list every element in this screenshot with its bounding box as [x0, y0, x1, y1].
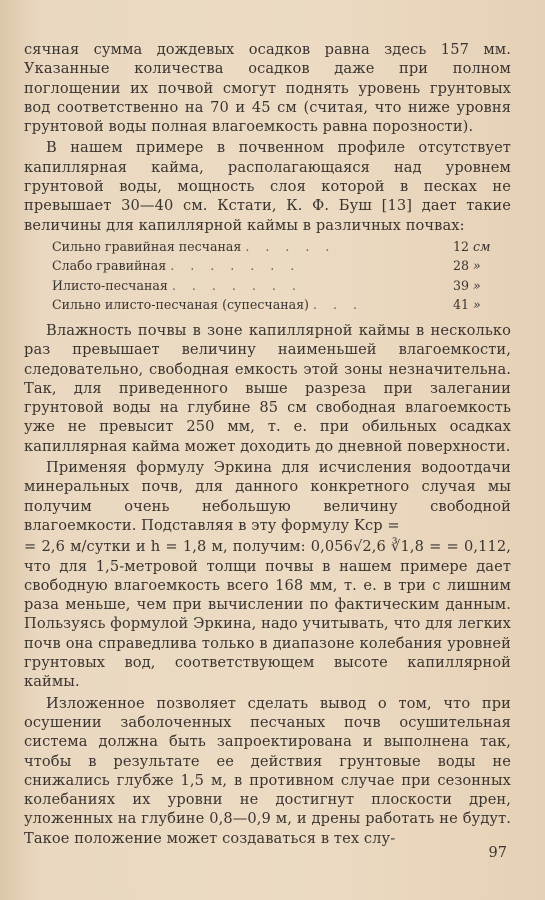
- page-number: 97: [488, 845, 507, 861]
- paragraph-erkin-formula: Применяя формулу Эркина для исчисления водоотдачи минеральных почв, для данного конкретного случая мы получим очень небольшую величину свободной влагоемкости. Подставляя в эту формулу Kср =: [24, 459, 511, 534]
- unit: »: [473, 277, 481, 293]
- soil-type: Сильно илисто-песчаная (супесчаная): [52, 297, 309, 313]
- capillary-fringe-table: [24, 237, 511, 315]
- table-row: [52, 256, 497, 276]
- paragraph-conclusion: Изложенное позволяет сделать вывод о том, что при осушении заболоченных песчаных почв осушительная система должна быть запроектирована и выполнена так, чтобы в результате ее действия грунтовые воды не снижались глубже 1,5 м, в противном случае при сезонных колебаниях их уровни не достигнут плоскости дрен, уложенных на глубине 0,8—0,9 м, и дрены работать не будут. Такое положение может создаваться в тех слу-: [24, 694, 511, 847]
- fringe-height: 28: [452, 258, 469, 274]
- table-row: [52, 276, 497, 296]
- leader-dots: . . . . .: [245, 238, 336, 254]
- leader-dots: . . . . . . .: [170, 258, 301, 274]
- unit: »: [473, 258, 481, 274]
- leader-dots: . . . . . . .: [171, 277, 302, 293]
- fringe-height: 39: [452, 277, 469, 293]
- table-row: [52, 237, 497, 257]
- soil-type: Илисто-песчаная: [52, 277, 168, 293]
- unit: см: [473, 238, 491, 254]
- unit: »: [473, 297, 481, 313]
- soil-type: Слабо гравийная: [52, 258, 167, 274]
- paragraph-precipitation: сячная сумма дождевых осадков равна здесь 157 мм. Указанные количества осадков даже при полном поглощении их почвой смогут поднять уровень грунтовых вод соответственно на 70 и 45 см (считая, что ниже уровня грунтовой воды полная влагоемкость равна порозности).: [24, 41, 511, 136]
- table-row: [52, 295, 497, 315]
- paragraph-soil-moisture: Влажность почвы в зоне капиллярной каймы в несколько раз превышает величину наименьшей влагоемкости, следовательно, свободная емкость этой зоны незначительна. Так, для приведенного выше разреза при залегании грунтовой воды на глубине 85 см свободная влагоемкость уже не превысит 250 мм, т. е. при обильных осадках капиллярная кайма может доходить до дневной поверхности.: [24, 321, 511, 455]
- paragraph-capillary-fringe: В нашем примере в почвенном профиле отсутствует капиллярная кайма, располагающаяся над уровнем грунтовой воды, мощность слоя которой в песках не превышает 30—40 см. Кстати, К. Ф. Буш [13] дает такие величины для капиллярной каймы в различных почвах:: [24, 139, 511, 234]
- soil-type: Сильно гравийная песчаная: [52, 238, 242, 254]
- leader-dots: . . .: [312, 297, 363, 313]
- fringe-height: 12: [452, 238, 469, 254]
- fringe-height: 41: [452, 297, 469, 313]
- paragraph-formula-result: = 2,6 м/сутки и h = 1,8 м, получим: 0,056√2,6 ∛1,8 = = 0,112, что для 1,5-метровой толщи почвы в нашем примере дает свободную влагоемкость всего 168 мм, т. е. в три с лишним раза меньше, чем при вычислении по фактическим данным. Пользуясь формулой Эркина, надо учитывать, что для легких почв она справедлива только в диапазоне колебания уровней грунтовых вод, соответствующем высоте капиллярной каймы.: [24, 538, 511, 691]
